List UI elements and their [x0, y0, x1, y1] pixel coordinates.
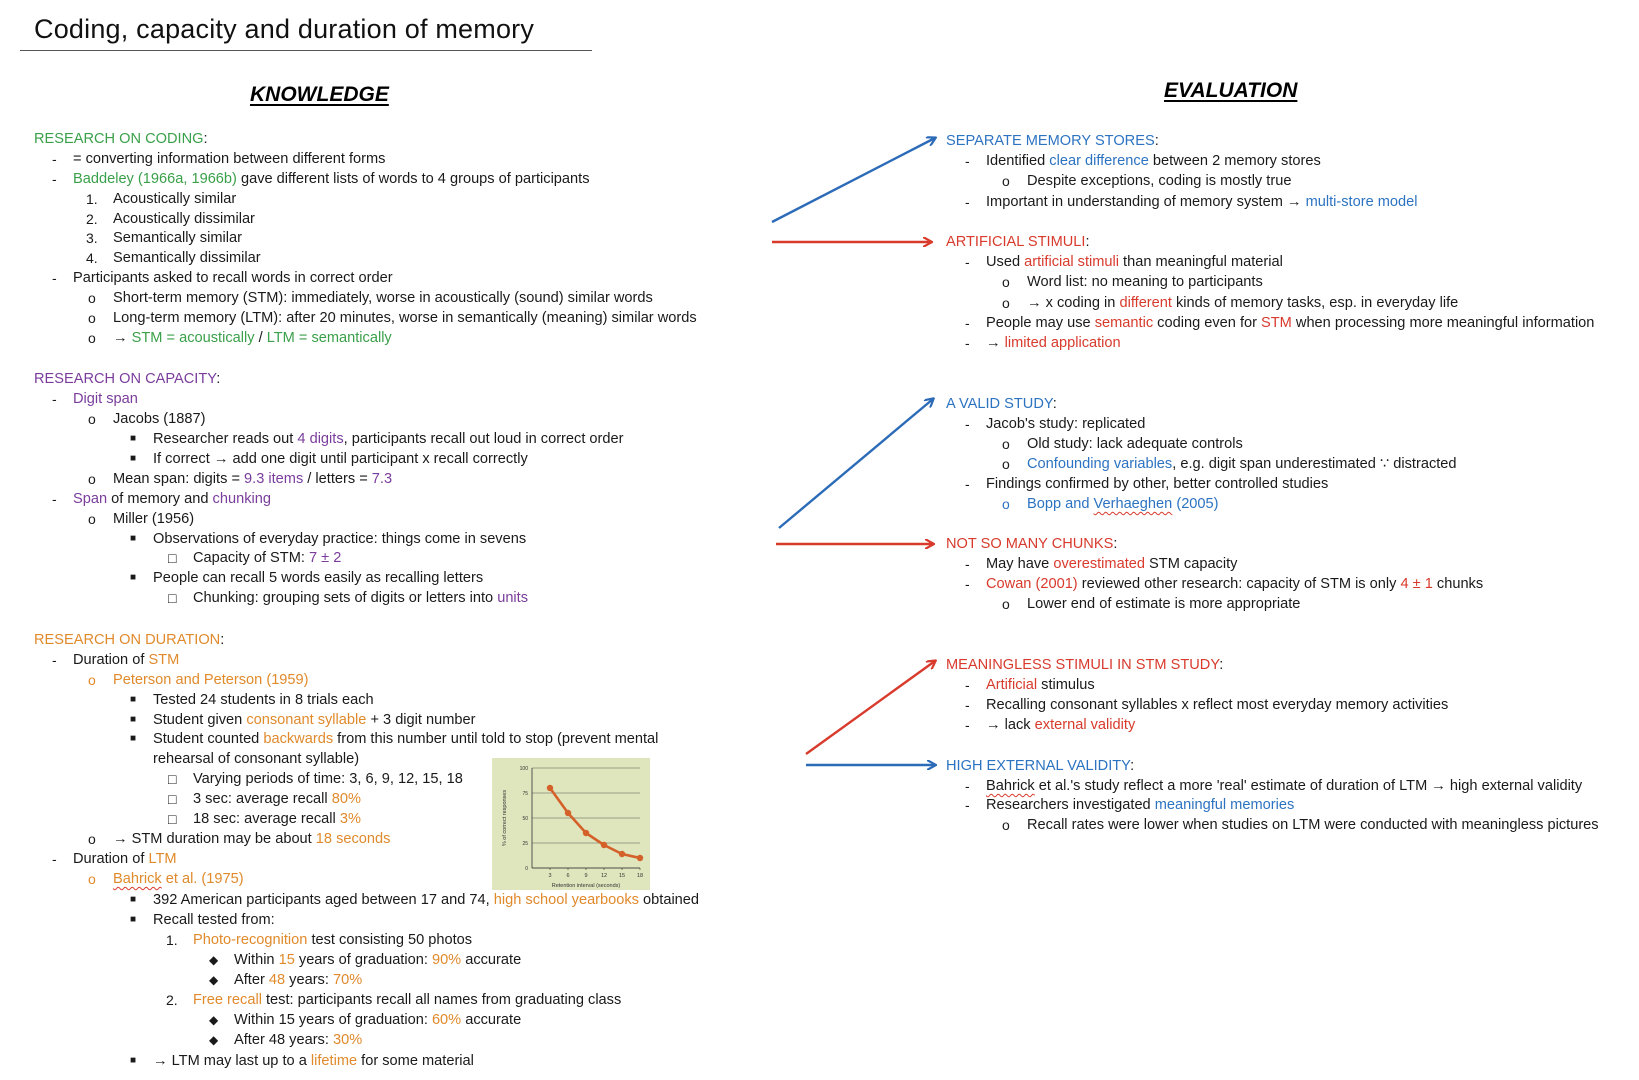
counted-line: Student counted backwards from this number until told to stop (prevent mental [153, 731, 659, 747]
arrow-to-meaningless-stimuli [806, 661, 935, 754]
duration-ltm-line: Duration of LTM [73, 851, 177, 867]
eval-meaningless-line1: Artificial stimulus [986, 677, 1095, 693]
chart-ytick-label: 0 [525, 866, 528, 872]
chart-series-line [550, 788, 640, 858]
people-recall-line: People can recall 5 words easily as recalling letters [153, 570, 484, 586]
chart-ylabel: % of correct responses [502, 789, 508, 847]
eval-valid-line1: Jacob's study: replicated [986, 416, 1146, 432]
after48-line: After 48 years: 70% [234, 972, 363, 988]
eval-artificial-label: ARTIFICIAL STIMULI: [946, 234, 1090, 250]
baddeley-line: Baddeley (1966a, 1966b) gave different lists of words to 4 groups of participants [73, 171, 590, 187]
chart-xtick-label: 9 [584, 873, 588, 879]
chart-data-point [637, 855, 643, 861]
within15-line: Within 15 years of graduation: 90% accurate [234, 952, 522, 968]
stm-duration-line: → STM duration may be about 18 seconds [113, 831, 391, 847]
stm-coding-line: Short-term memory (STM): immediately, worse in acoustically (sound) similar words [113, 290, 653, 306]
observations-line: Observations of everyday practice: things come in sevens [153, 531, 527, 547]
jacobs-line: Jacobs (1887) [113, 411, 206, 427]
span-chunking-line: Span of memory and chunking [73, 491, 271, 507]
bahrick-line: Bahrick et al. (1975) [113, 871, 244, 887]
chart-xtick-label: 12 [600, 873, 608, 879]
eval-high-label: HIGH EXTERNAL VALIDITY: [946, 758, 1135, 774]
eval-high-line2: Researchers investigated meaningful memories [986, 797, 1295, 813]
eval-high-line3: Recall rates were lower when studies on LTM were conducted with meaningless pictures [1027, 817, 1599, 833]
recall-tested-line: Recall tested from: [153, 912, 275, 928]
eval-separate-label: SEPARATE MEMORY STORES: [946, 133, 1159, 149]
photo-line: Photo-recognition test consisting 50 photos [193, 932, 473, 948]
chart-ytick-label: 50 [522, 816, 528, 822]
american-line: 392 American participants aged between 17 and 74, high school yearbooks obtained [153, 892, 700, 908]
eval-art-line1: Used artificial stimuli than meaningful material [986, 254, 1283, 270]
eval-meaningless-line3: → lack external validity [986, 717, 1136, 733]
chart-data-point [583, 830, 589, 836]
sec3-line: 3 sec: average recall 80% [193, 791, 361, 807]
eval-meaningless-line2: Recalling consonant syllables x reflect most everyday memory activities [986, 697, 1449, 713]
chart-xtick-label: 6 [566, 873, 570, 879]
eval-meaningless-label: MEANINGLESS STIMULI IN STM STUDY: [946, 657, 1224, 673]
coding-definition: = converting information between different forms [73, 151, 386, 167]
eval-sep-line3: Important in understanding of memory system → multi-store model [986, 194, 1418, 210]
eval-chunks-line2: Cowan (2001) reviewed other research: capacity of STM is only 4 ± 1 chunks [986, 576, 1484, 592]
eval-high-line1: Bahrick et al.'s study reflect a more 'real' estimate of duration of LTM → high external validity [986, 778, 1583, 794]
free-recall-line: Free recall test: participants recall all names from graduating class [193, 992, 622, 1008]
chart-xtick-label: 15 [618, 873, 626, 879]
page-title: Coding, capacity and duration of memory [34, 14, 535, 44]
capacity-section-label: RESEARCH ON CAPACITY: [34, 371, 221, 387]
lifetime-line: → LTM may last up to a lifetime for some material [153, 1053, 474, 1069]
coding-summary: → STM = acoustically / LTM = semantically [113, 330, 392, 346]
eval-valid-line4: Findings confirmed by other, better controlled studies [986, 476, 1329, 492]
knowledge-heading: KNOWLEDGE [250, 83, 389, 106]
eval-sep-line1: Identified clear difference between 2 memory stores [986, 153, 1321, 169]
coding-section-label: RESEARCH ON CODING: [34, 131, 208, 147]
ltm-coding-line: Long-term memory (LTM): after 20 minutes, worse in semantically (meaning) similar words [113, 310, 697, 326]
duration-section-label: RESEARCH ON DURATION: [34, 632, 225, 648]
eval-chunks-label: NOT SO MANY CHUNKS: [946, 536, 1118, 552]
chart-ytick-label: 75 [522, 791, 528, 797]
chart-xtick-label: 3 [548, 873, 552, 879]
given-line: Student given consonant syllable + 3 digit number [153, 712, 476, 728]
duration-stm-line: Duration of STM [73, 652, 180, 668]
eval-art-line2: Word list: no meaning to participants [1027, 274, 1263, 290]
arrow-to-valid-study [779, 399, 933, 528]
evaluation-heading: EVALUATION [1164, 79, 1298, 102]
group-item: Semantically similar [113, 230, 242, 246]
eval-chunks-line1: May have overestimated STM capacity [986, 556, 1238, 572]
chart-xtick-label: 18 [636, 873, 644, 879]
chart-data-point [619, 851, 625, 857]
peterson-line: Peterson and Peterson (1959) [113, 672, 309, 688]
arrow-to-separate-stores [772, 138, 935, 222]
free-after-line: After 48 years: 30% [234, 1032, 363, 1048]
counted-line-cont: rehearsal of consonant syllable) [153, 751, 360, 767]
eval-sep-line2: Despite exceptions, coding is mostly true [1027, 173, 1292, 189]
free-within-line: Within 15 years of graduation: 60% accurate [234, 1012, 522, 1028]
eval-valid-label: A VALID STUDY: [946, 396, 1057, 412]
sec18-line: 18 sec: average recall 3% [193, 811, 361, 827]
group-item: Acoustically similar [113, 191, 237, 207]
recall-line: Participants asked to recall words in correct order [73, 270, 393, 286]
eval-art-line3: → x coding in different kinds of memory tasks, esp. in everyday life [1027, 295, 1459, 311]
chart-data-point [601, 842, 607, 848]
group-item: Semantically dissimilar [113, 250, 261, 266]
tested-line: Tested 24 students in 8 trials each [153, 692, 374, 708]
chunking-line: Chunking: grouping sets of digits or letters into units [193, 590, 529, 606]
title-underline [20, 50, 592, 51]
eval-valid-line5: Bopp and Verhaeghen (2005) [1027, 496, 1219, 512]
chart-data-point [547, 785, 553, 791]
chart-ytick-label: 100 [519, 766, 528, 772]
eval-art-line5: → limited application [986, 335, 1121, 351]
chart-ytick-label: 25 [522, 841, 528, 847]
eval-chunks-line3: Lower end of estimate is more appropriate [1027, 596, 1301, 612]
miller-line: Miller (1956) [113, 511, 195, 527]
retention-chart [492, 758, 650, 890]
chart-data-point [565, 810, 571, 816]
group-item: Acoustically dissimilar [113, 211, 255, 227]
capacity-stm-line: Capacity of STM: 7 ± 2 [193, 550, 342, 566]
mean-span-line: Mean span: digits = 9.3 items / letters = 7.3 [113, 471, 393, 487]
eval-valid-line3: Confounding variables, e.g. digit span underestimated ∵ distracted [1027, 456, 1457, 472]
chart-xlabel: Retention interval (seconds) [551, 883, 621, 889]
digit-span-line: Digit span [73, 391, 138, 407]
eval-valid-line2: Old study: lack adequate controls [1027, 436, 1243, 452]
if-correct-line: If correct → add one digit until participant x recall correctly [153, 451, 528, 467]
reads-line: Researcher reads out 4 digits, participants recall out loud in correct order [153, 431, 624, 447]
varying-line: Varying periods of time: 3, 6, 9, 12, 15, 18 [193, 771, 463, 787]
retention-chart-svg [492, 758, 650, 890]
eval-art-line4: People may use semantic coding even for STM when processing more meaningful information [986, 315, 1595, 331]
